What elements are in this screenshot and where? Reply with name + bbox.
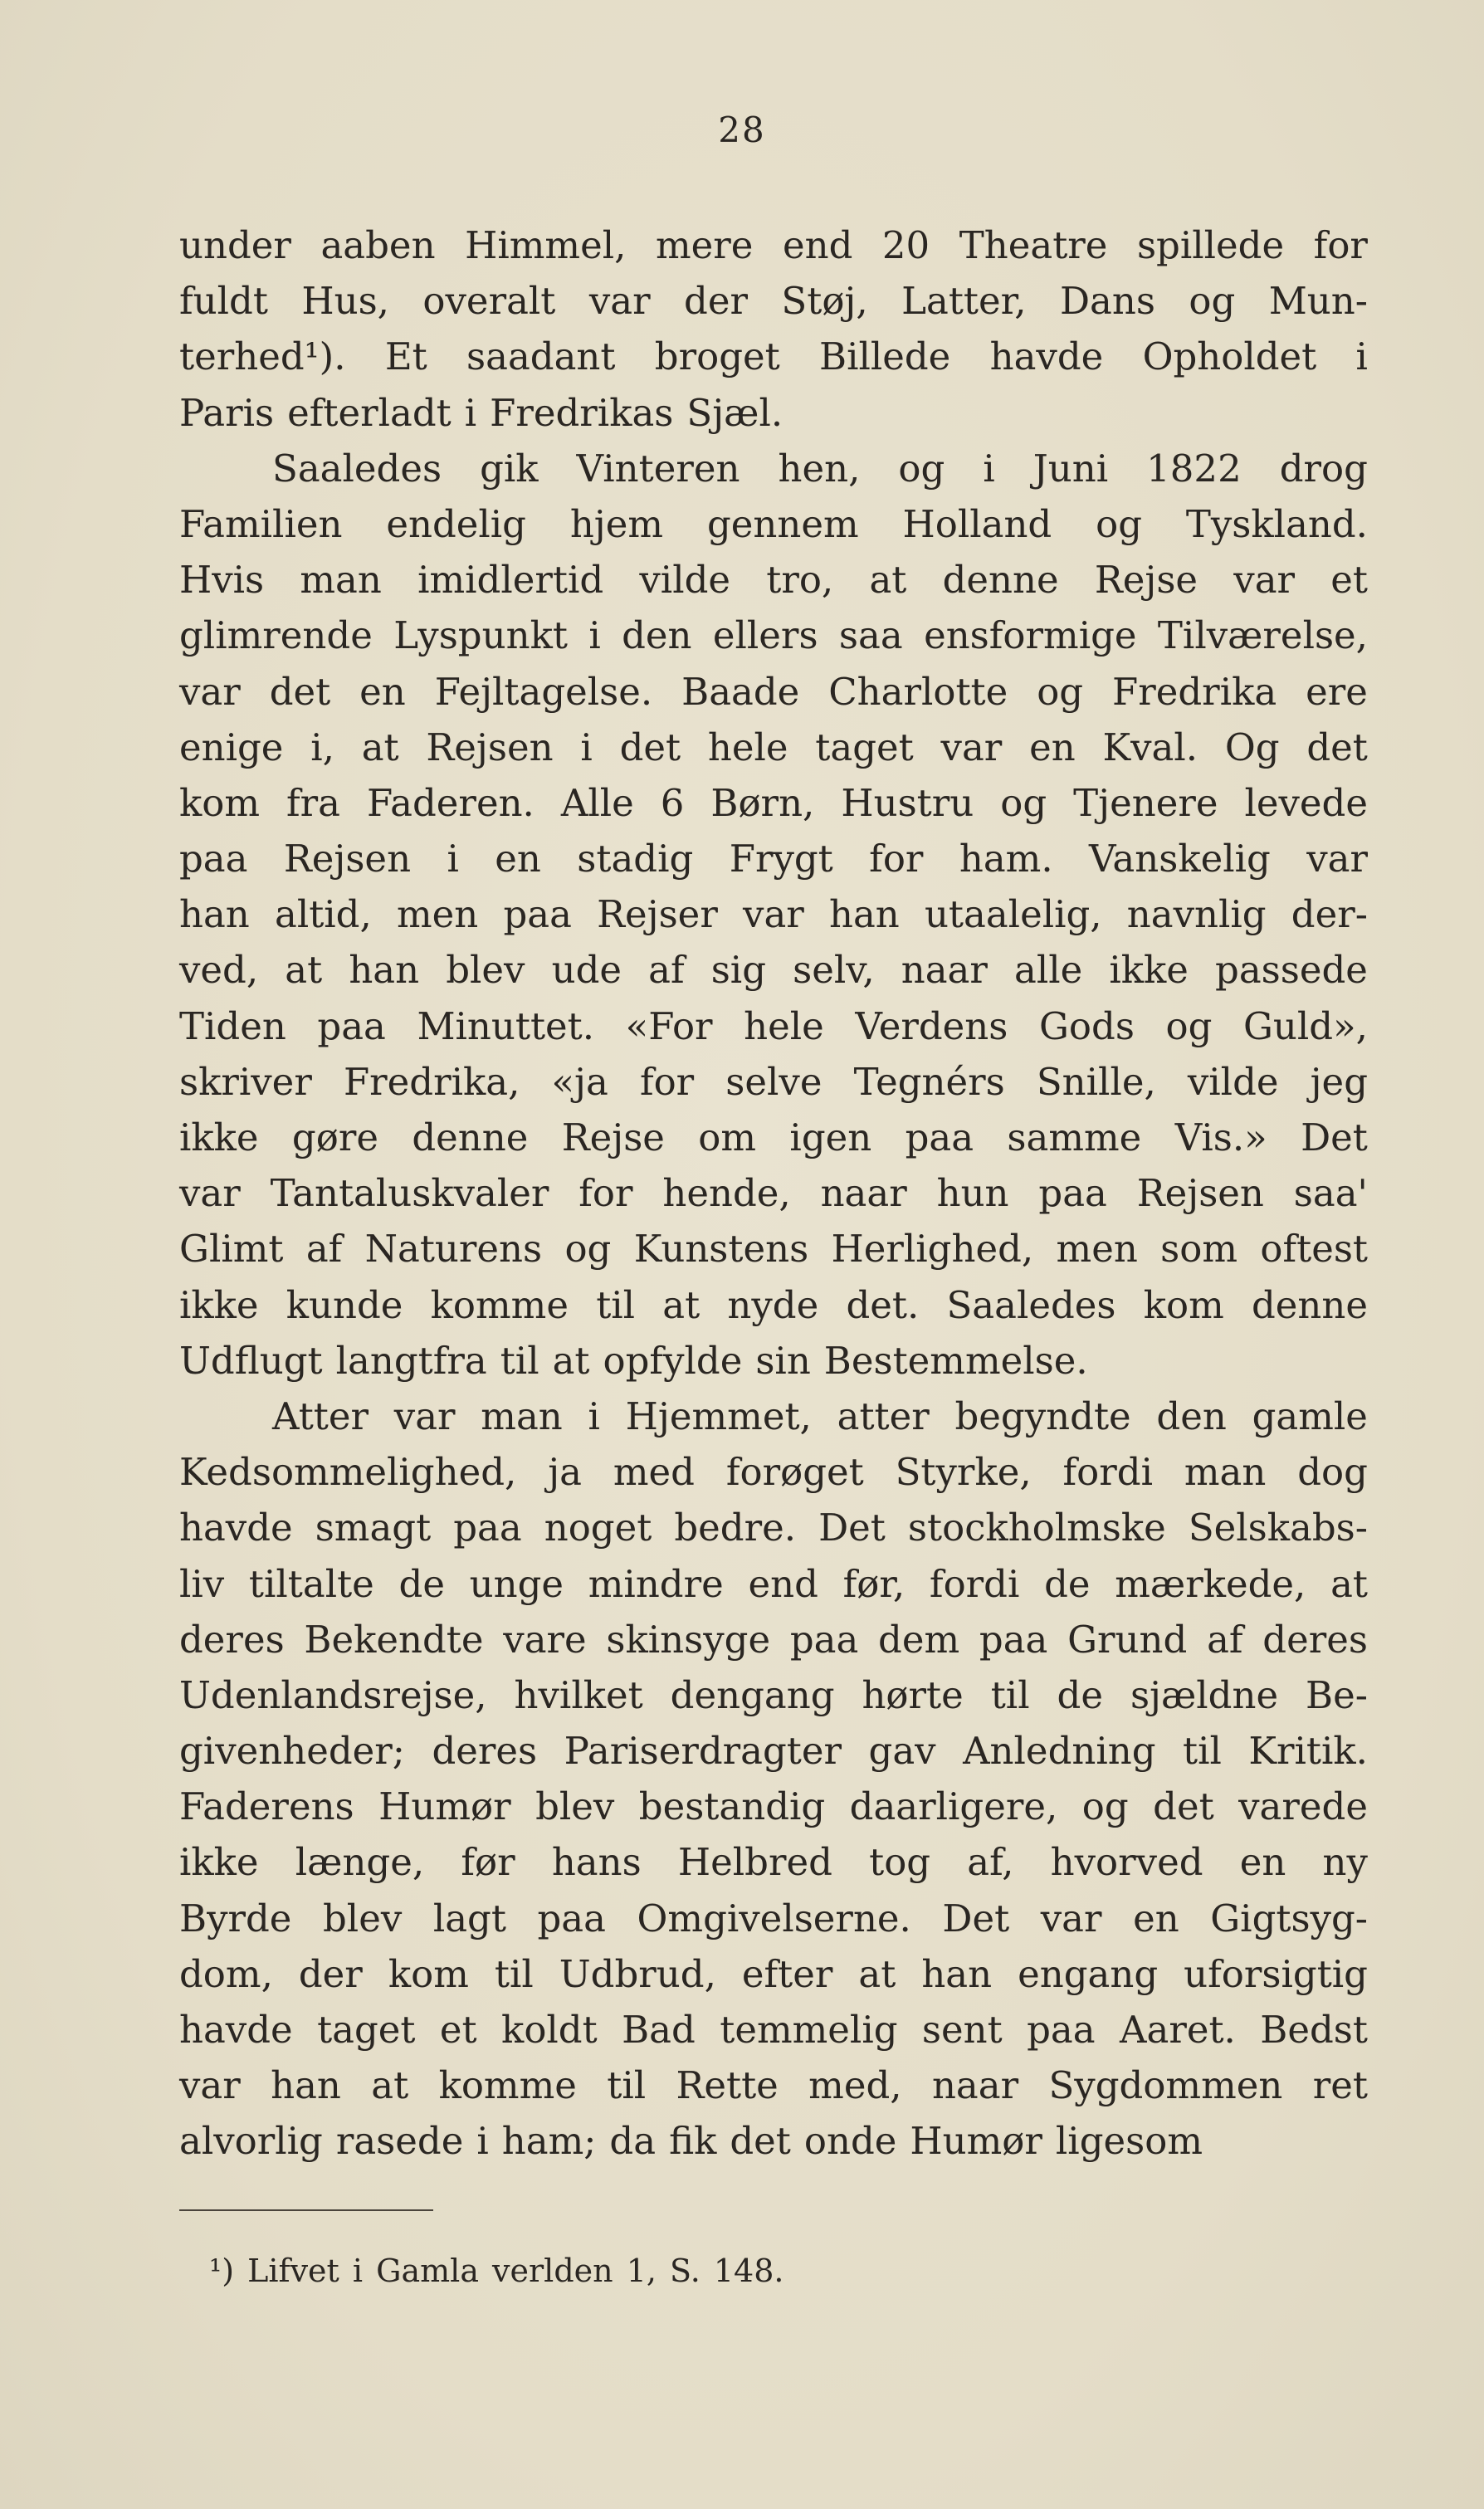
text-line: Tiden paa Minuttet. «For hele Verdens Gods og Guld», — [179, 1003, 1368, 1048]
text-line: alvorlig rasede i ham; da fik det onde Humør ligesom — [179, 2119, 1203, 2164]
text-line: var Tantaluskvaler for hende, naar hun paa Rejsen saa' — [179, 1171, 1368, 1216]
text-line: paa Rejsen i en stadig Frygt for ham. Vanskelig var — [179, 837, 1368, 881]
text-line: Saaledes gik Vinteren hen, og i Juni 1822 drog — [272, 446, 1368, 491]
paragraph — [179, 1389, 1368, 2170]
text-line: skriver Fredrika, «ja for selve Tegnérs Snille, vilde jeg — [179, 1059, 1368, 1104]
text-line: Faderens Humør blev bestandig daarligere, og det varede — [179, 1784, 1368, 1829]
footnote-divider — [179, 2209, 433, 2211]
text-line: dom, der kom til Udbrud, efter at han engang uforsigtig — [179, 1951, 1368, 1996]
footnote: ¹) Lifvet i Gamla verlden 1, S. 148. — [209, 2253, 784, 2289]
text-line: kom fra Faderen. Alle 6 Børn, Hustru og Tjenere levede — [179, 780, 1368, 825]
text-line: Hvis man imidlertid vilde tro, at denne Rejse var et — [179, 558, 1368, 603]
text-line: glimrende Lyspunkt i den ellers saa ensformige Tilværelse, — [179, 613, 1368, 658]
text-line: givenheder; deres Pariserdragter gav Anledning til Kritik. — [179, 1729, 1368, 1774]
text-line: havde smagt paa noget bedre. Det stockholmske Selskabs- — [179, 1506, 1368, 1550]
text-line: terhed¹). Et saadant broget Billede havde Opholdet i — [179, 334, 1368, 379]
text-line: var han at komme til Rette med, naar Sygdommen ret — [179, 2063, 1368, 2108]
text-line: Paris efterladt i Fredrikas Sjæl. — [179, 390, 783, 435]
text-line: deres Bekendte vare skinsyge paa dem paa Grund af deres — [179, 1617, 1368, 1662]
text-line: enige i, at Rejsen i det hele taget var en Kval. Og det — [179, 725, 1368, 769]
text-line: var det en Fejltagelse. Baade Charlotte og Fredrika ere — [179, 669, 1368, 714]
text-line: Udenlandsrejse, hvilket dengang hørte til de sjældne Be- — [179, 1672, 1368, 1717]
page-number: 28 — [718, 110, 766, 150]
text-line: ikke kunde komme til at nyde det. Saaledes kom denne — [179, 1282, 1368, 1327]
text-line: han altid, men paa Rejser var han utaalelig, navnlig der- — [179, 892, 1368, 937]
paragraph — [179, 441, 1368, 1389]
paragraph — [179, 217, 1368, 441]
text-line: havde taget et koldt Bad temmelig sent paa Aaret. Bedst — [179, 2008, 1368, 2052]
text-line: fuldt Hus, overalt var der Støj, Latter, Dans og Mun- — [179, 279, 1368, 324]
text-line: Kedsommelighed, ja med forøget Styrke, fordi man dog — [179, 1450, 1368, 1495]
text-line: ved, at han blev ude af sig selv, naar alle ikke passede — [179, 948, 1368, 993]
text-line: Glimt af Naturens og Kunstens Herlighed, men som oftest — [179, 1227, 1368, 1272]
text-line: Udflugt langtfra til at opfylde sin Bestemmelse. — [179, 1338, 1088, 1383]
text-line: ikke længe, før hans Helbred tog af, hvorved en ny — [179, 1840, 1368, 1885]
text-line: Byrde blev lagt paa Omgivelserne. Det var en Gigtsyg- — [179, 1896, 1368, 1940]
text-line: Atter var man i Hjemmet, atter begyndte den gamle — [272, 1394, 1368, 1438]
text-line: under aaben Himmel, mere end 20 Theatre spillede for — [179, 223, 1368, 267]
body-text — [179, 217, 1368, 2170]
text-line: Familien endelig hjem gennem Holland og Tyskland. — [179, 501, 1368, 546]
text-line: ikke gøre denne Rejse om igen paa samme Vis.» Det — [179, 1115, 1368, 1159]
text-line: liv tiltalte de unge mindre end før, fordi de mærkede, at — [179, 1561, 1368, 1606]
